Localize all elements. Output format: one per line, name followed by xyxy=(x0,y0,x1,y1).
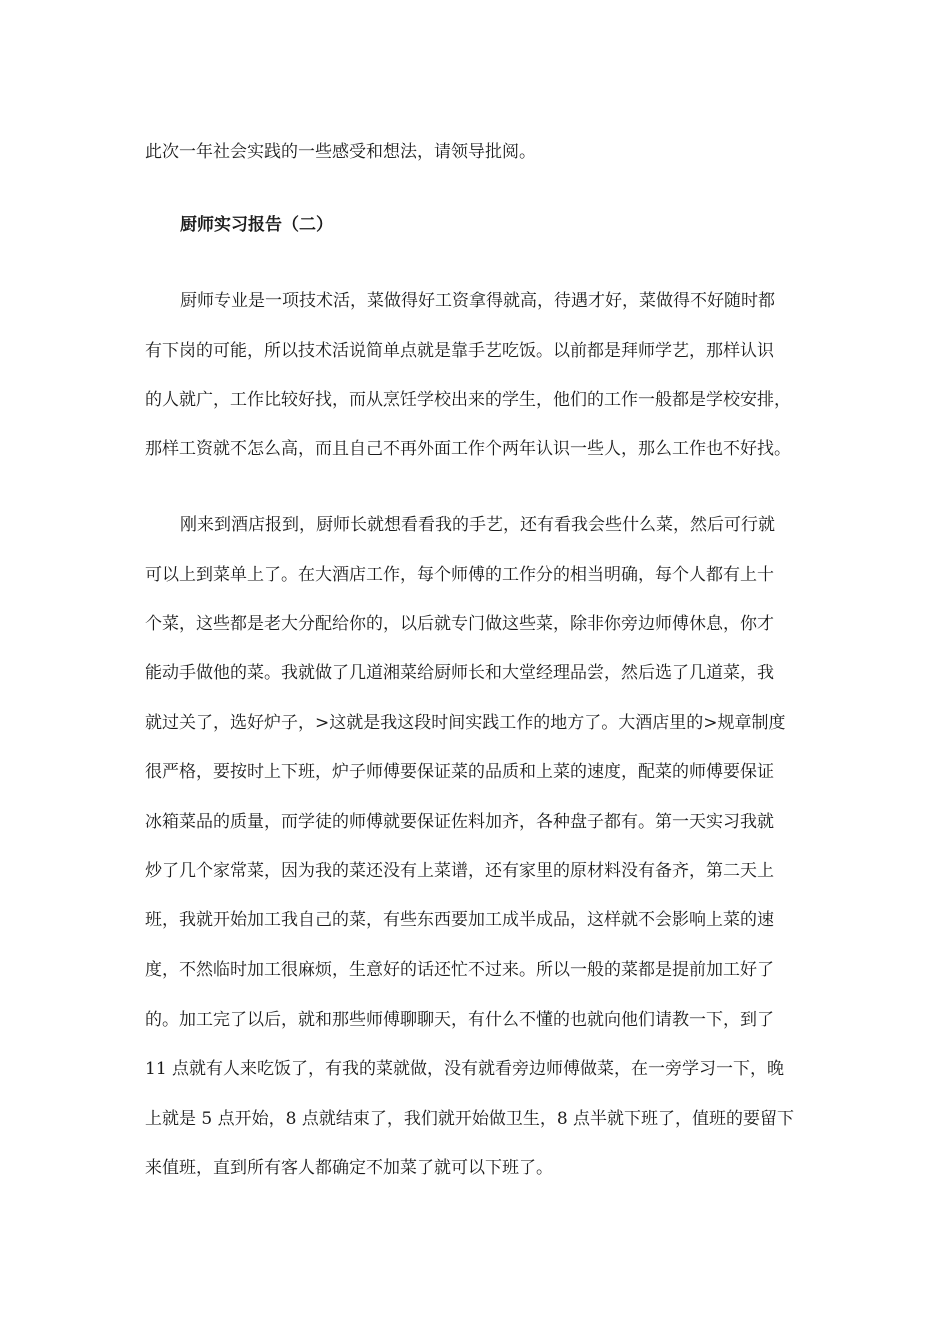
paragraph-line: 班，我就开始加工我自己的菜，有些东西要加工成半成品，这样就不会影响上菜的速 xyxy=(145,910,774,930)
paragraph-line: 能动手做他的菜。我就做了几道湘菜给厨师长和大堂经理品尝，然后选了几道菜，我 xyxy=(145,663,774,683)
paragraph-line: 个菜，这些都是老大分配给你的，以后就专门做这些菜，除非你旁边师傅休息，你才 xyxy=(145,614,774,634)
paragraph-line: 很严格，要按时上下班，炉子师傅要保证菜的品质和上菜的速度，配菜的师傅要保证 xyxy=(145,762,774,782)
paragraph-line: 有下岗的可能，所以技术活说简单点就是靠手艺吃饭。以前都是拜师学艺，那样认识 xyxy=(145,341,774,361)
paragraph-line: 就过关了，选好炉子，>这就是我这段时间实践工作的地方了。大酒店里的>规章制度 xyxy=(145,713,786,733)
paragraph-line: 刚来到酒店报到，厨师长就想看看我的手艺，还有看我会些什么菜，然后可行就 xyxy=(180,515,775,535)
paragraph-line: 厨师专业是一项技术活，菜做得好工资拿得就高，待遇才好，菜做得不好随时都 xyxy=(180,291,775,311)
paragraph-line: 炒了几个家常菜，因为我的菜还没有上菜谱，还有家里的原材料没有备齐，第二天上 xyxy=(145,861,774,881)
paragraph-line: 可以上到菜单上了。在大酒店工作，每个师傅的工作分的相当明确，每个人都有上十 xyxy=(145,565,774,585)
intro-line: 此次一年社会实践的一些感受和想法，请领导批阅。 xyxy=(145,142,536,162)
paragraph-line: 上就是 5 点开始，8 点就结束了，我们就开始做卫生，8 点半就下班了，值班的要留下 xyxy=(145,1109,795,1129)
paragraph-line: 来值班，直到所有客人都确定不加菜了就可以下班了。 xyxy=(145,1158,553,1178)
paragraph-line: 11 点就有人来吃饭了，有我的菜就做，没有就看旁边师傅做菜，在一旁学习一下，晚 xyxy=(145,1059,785,1079)
paragraph-line: 的。加工完了以后，就和那些师傅聊聊天，有什么不懂的也就向他们请教一下，到了 xyxy=(145,1010,774,1030)
paragraph-line: 度，不然临时加工很麻烦，生意好的话还忙不过来。所以一般的菜都是提前加工好了 xyxy=(145,960,774,980)
paragraph-line: 的人就广，工作比较好找，而从烹饪学校出来的学生，他们的工作一般都是学校安排， xyxy=(145,390,791,410)
paragraph-line: 冰箱菜品的质量，而学徒的师傅就要保证佐料加齐，各种盘子都有。第一天实习我就 xyxy=(145,812,774,832)
section-heading: 厨师实习报告（二） xyxy=(180,215,333,235)
paragraph-line: 那样工资就不怎么高，而且自己不再外面工作个两年认识一些人，那么工作也不好找。 xyxy=(145,439,791,459)
